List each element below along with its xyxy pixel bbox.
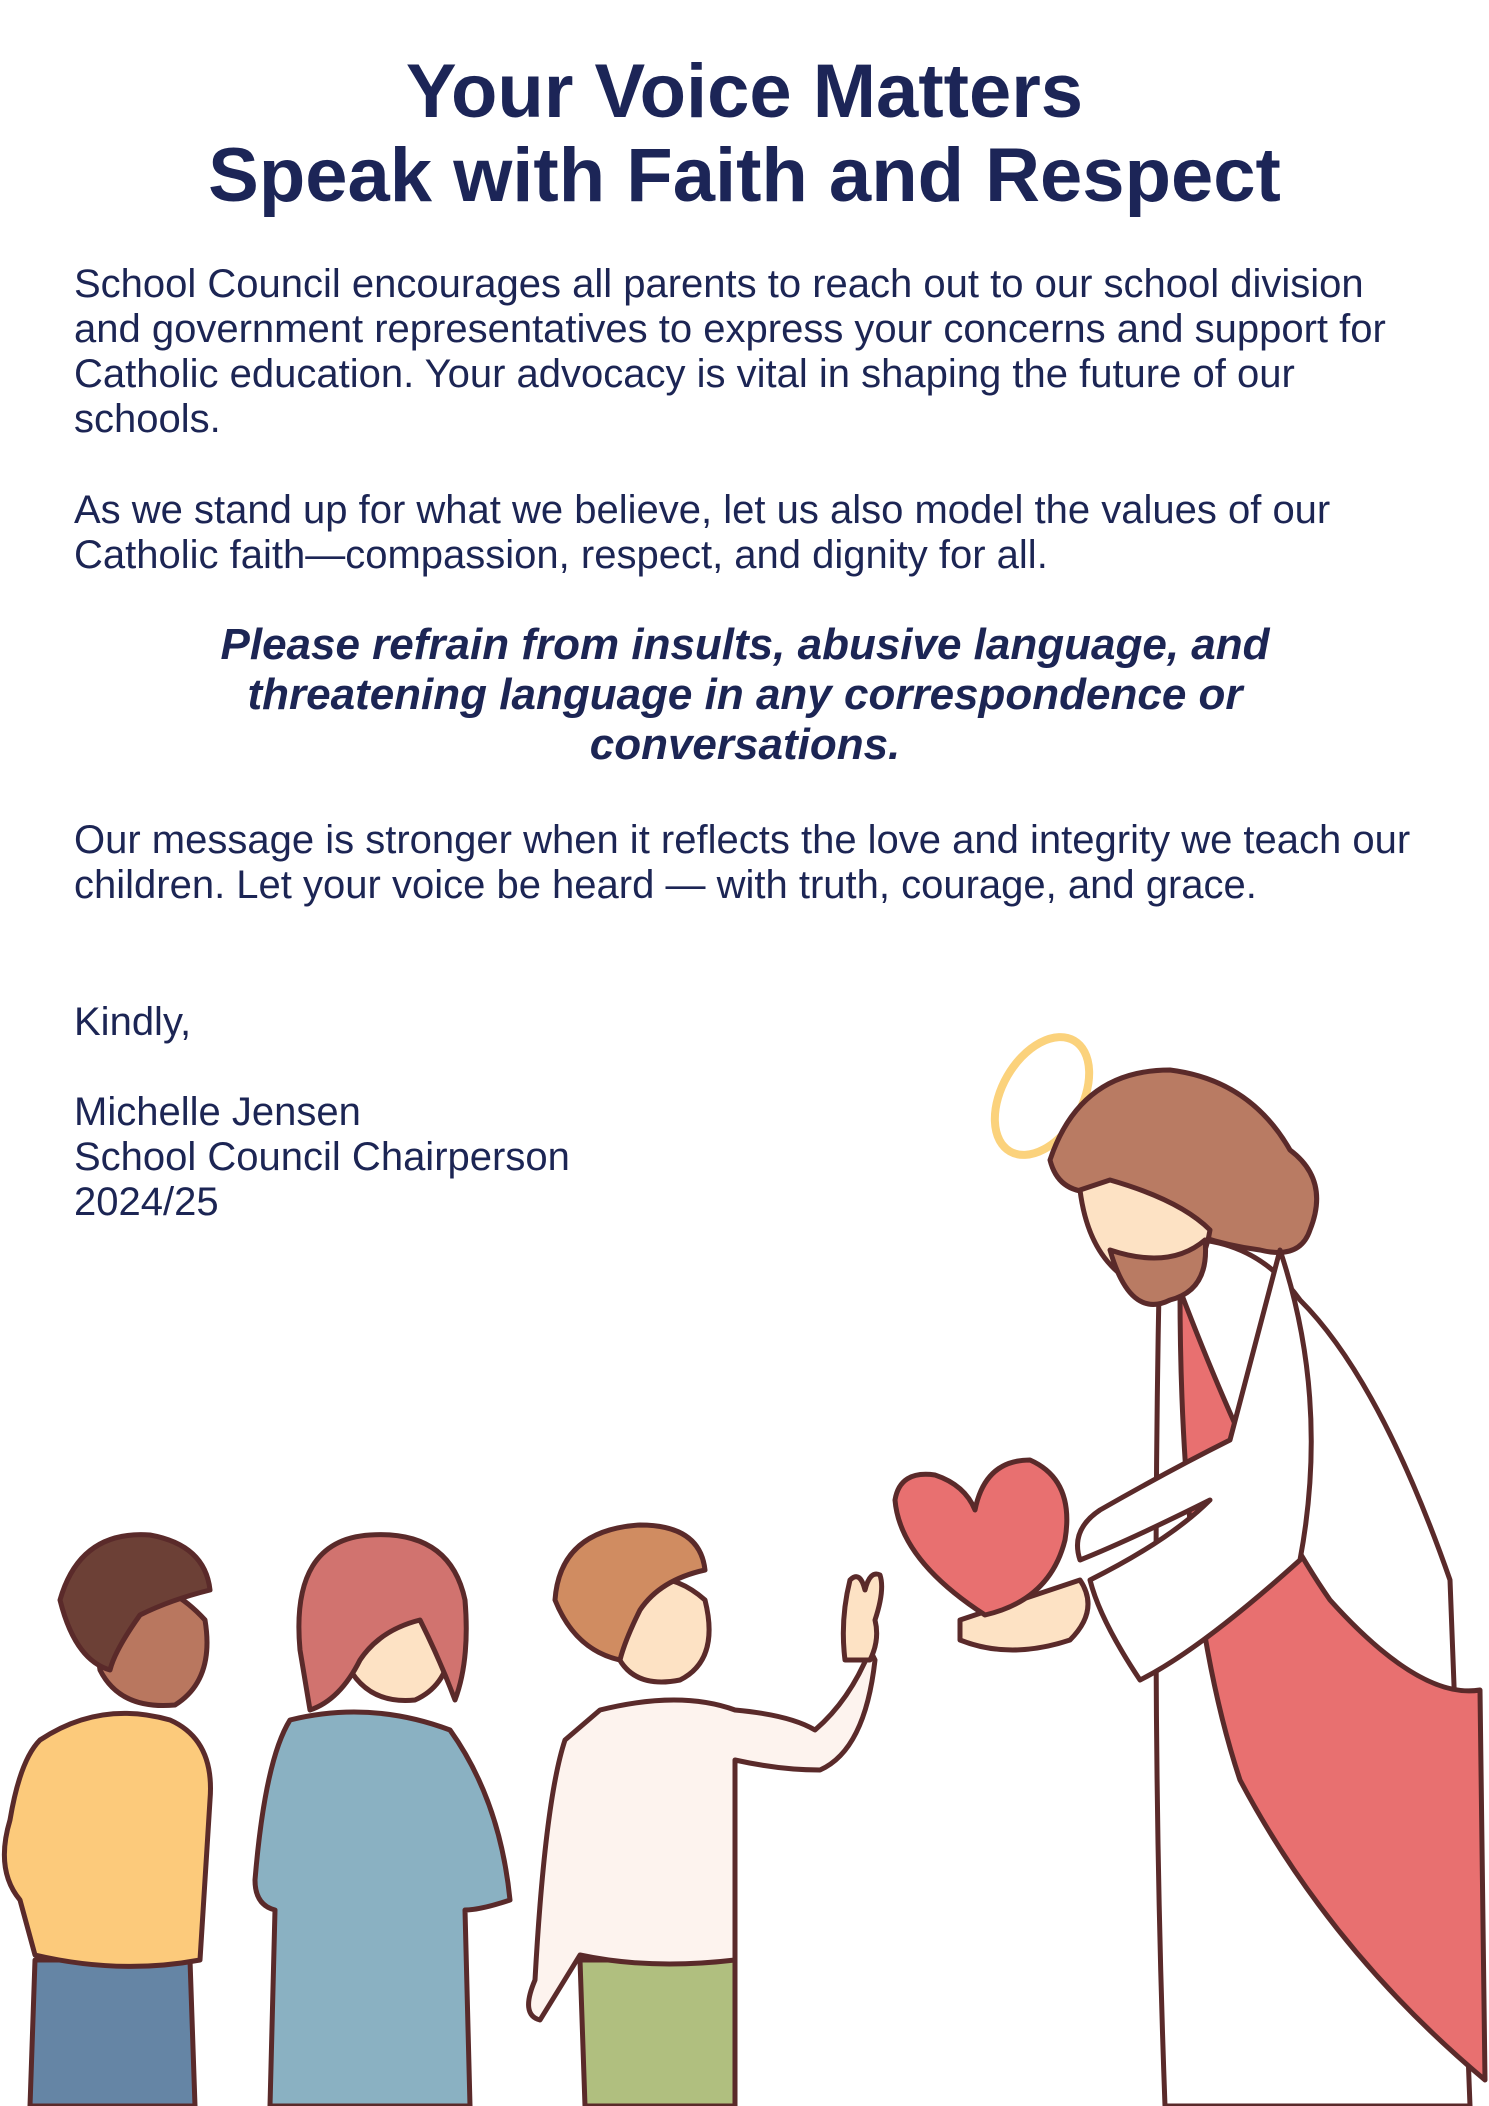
signature-name: Michelle Jensen — [74, 1090, 361, 1134]
illustration — [0, 1020, 1489, 2106]
title-line-1: Your Voice Matters — [405, 49, 1084, 134]
jesus-figure — [895, 1021, 1485, 2106]
page-title — [0, 50, 1489, 218]
dress — [255, 1712, 510, 2106]
pants — [580, 1960, 735, 2106]
waving-hand — [843, 1574, 881, 1660]
shirt — [4, 1713, 210, 1966]
values-paragraph: As we stand up for what we believe, let us also model the values of our Catholic faith—compassion, respect, and dignity for all. — [74, 488, 1331, 577]
respect-notice: Please refrain from insults, abusive language, and threatening language in any correspondence or conversations. — [220, 620, 1270, 769]
title-line-2: Speak with Faith and Respect — [208, 133, 1281, 218]
signature-year: 2024/25 — [74, 1180, 219, 1224]
signature-role: School Council Chairperson — [74, 1135, 570, 1179]
child-blue-dress — [255, 1535, 510, 2106]
child-waving — [529, 1525, 882, 2106]
closing-salutation: Kindly, — [74, 1000, 192, 1044]
pants — [30, 1960, 195, 2106]
intro-paragraph: School Council encourages all parents to reach out to our school division and government representatives to express your concerns and support for Catholic education. Your advocacy is vital in shaping the future of our schools. — [74, 262, 1386, 441]
closing-paragraph: Our message is stronger when it reflects the love and integrity we teach our children. Let your voice be heard — with truth, courage, and grace. — [74, 818, 1411, 907]
child-yellow-shirt — [4, 1535, 210, 2106]
